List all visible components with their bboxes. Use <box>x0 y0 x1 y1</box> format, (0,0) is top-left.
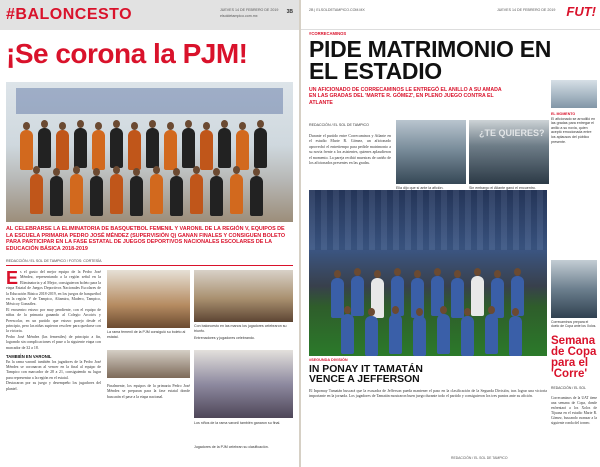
photo-caption: Ella dijo que sí ante la afición. <box>396 186 444 190</box>
paragraph: s el gusto del mejor equipo de la Pedro José Méndez, representando a la región señal en la Eliminatoria y al Mejor, consiguieron boleto para la etapa Estatal de Juegos Deportivos Nacionales Escolares de la Educación Básica 2018-2019, en los juegos de basquetbol en la región V de Tampico, Altamira, Madero, Tampico, Méxicoy González. <box>6 270 101 307</box>
photo-caption: Los niños de la rama varonil también ganaron su final. <box>194 421 281 425</box>
byline: REDACCIÓN / EL SOL <box>551 386 586 390</box>
paragraph: Pedro José Méndez (las femeniles) de principio a fin, logrando sin complicaciones el pase a la siguiente etapa con marcador de 32 a 18. <box>6 334 101 350</box>
player-figure <box>485 314 498 354</box>
section-title: #BALONCESTO <box>6 6 133 23</box>
page-number: 3B <box>286 9 293 15</box>
player-figure <box>413 316 426 356</box>
player-figure <box>236 130 249 170</box>
photo-caption: Correcaminos prepara el duelo de Copa ante los Xolos. <box>551 320 597 329</box>
team-photo-boys <box>194 350 293 418</box>
photo-caption: Con baloncesto en las manos los jugadores celebraron su triunfo. <box>194 324 287 333</box>
player-figure <box>230 174 243 214</box>
article-body: El Inpomay Tamatán buscará que la escuadra de Jefferson pueda mantener el paso en la clasificación de la Segunda División, tras lograr una victoria importante en la jornada. Los jugadores de Tamatán mostraron buen juego durante todo el partido y consiguieron los tres puntos ante su afición. <box>309 389 547 399</box>
player-figure <box>164 130 177 170</box>
player-figure <box>56 130 69 170</box>
player-figure <box>250 176 263 216</box>
banner-graphic <box>16 88 283 114</box>
team-photo-girls <box>107 270 190 328</box>
player-figure <box>90 176 103 216</box>
small-photo <box>107 350 190 378</box>
sidebar-text: El aficionado se arrodilló en las gradas para entregar el anillo a su novia, quien aceptó emocionada entre los aplausos del público presente. <box>551 116 596 144</box>
player-figure <box>190 174 203 214</box>
secondary-headline: IN PONAY IT TAMATÁN VENCE A JEFFERSON <box>309 364 423 385</box>
photo-caption: Sin embargo el Atlante ganó el encuentro. <box>469 186 536 190</box>
credit-line: REDACCIÓN / EL SOL DE TAMPICO / FOTOS: CORTESÍA <box>6 259 102 263</box>
sidebar-headline: Semana de Copa para el 'Corre' <box>551 335 597 380</box>
player-figure <box>20 130 33 170</box>
player-figure <box>437 314 450 354</box>
section-tag: #CORRECAMINOS <box>309 31 347 36</box>
footer-caption: Jugadores de la PJM celebran su clasificación. <box>194 445 269 449</box>
article-body <box>6 270 101 392</box>
player-figure <box>200 130 213 170</box>
player-figure <box>110 128 123 168</box>
article-body: Correcaminos de la UAT tiene una semana de Copa, donde enfrentará a los Xolos de Tijuana en el estadio Marte R. Gómez, buscando avanzar a la siguiente ronda del torneo. <box>551 396 597 425</box>
player-figure <box>130 176 143 216</box>
photo-caption: Entrenadores y jugadores celebrando. <box>194 336 255 340</box>
sidebar-tag: EL MOMENTO <box>551 112 576 116</box>
player-figure <box>365 316 378 356</box>
player-figure <box>50 176 63 216</box>
player-figure <box>461 316 474 356</box>
section-logo: FUT! <box>566 4 596 19</box>
byline: REDACCIÓN / EL SOL DE TAMPICO <box>309 123 369 127</box>
drop-cap: E <box>6 268 19 288</box>
player-figure <box>38 128 51 168</box>
section-header <box>301 0 600 30</box>
player-figure <box>30 174 43 214</box>
player-figure <box>110 174 123 214</box>
player-figure <box>389 314 402 354</box>
credit-line: REDACCIÓN / EL SOL DE TAMPICO <box>451 456 508 460</box>
sidebar <box>551 112 597 144</box>
article-body: Durante el partido entre Correcaminos y Atlante en el estadio Marte R. Gómez, un aficionado aprovechó el entretiempo para pedirle matrimonio a su novia frente a los asistentes, quienes aplaudieron el momento. La pareja recibió muestras de cariño de los aficionados presentes en las gradas. <box>309 134 391 166</box>
divider <box>6 265 293 266</box>
date-line: JUEVES 14 DE FEBRERO DE 2019 <box>220 8 279 12</box>
player-figure <box>150 174 163 214</box>
page-meta: 2B | ELSOLDETAMPICO.COM.MX <box>309 8 365 12</box>
article-body-continued: Finalmente, los equipos de la primaria Pedro José Méndez se preparan para la fase estatal donde buscarán el pase a la etapa nacional. <box>107 384 190 399</box>
player-figure <box>170 176 183 216</box>
main-headline: ¡Se corona la PJM! <box>6 38 248 69</box>
player-figure <box>146 128 159 168</box>
left-page <box>0 0 299 467</box>
main-headline: PIDE MATRIMONIO EN EL ESTADIO <box>309 36 552 84</box>
player-figure <box>331 278 344 318</box>
small-photo <box>551 260 597 318</box>
stadium-photo <box>469 120 549 184</box>
team-photo <box>309 190 547 356</box>
player-figure <box>254 128 267 168</box>
team-photo-coaches <box>194 270 293 322</box>
section-header <box>0 0 299 30</box>
player-figure <box>341 314 354 354</box>
date-line: JUEVES 14 DE FEBRERO DE 2019 <box>497 8 556 12</box>
player-figure <box>182 128 195 168</box>
right-page <box>301 0 600 467</box>
paragraph: Destacaron por su juego y desempeño los jugadores del plantel. <box>6 381 101 391</box>
player-figure <box>210 176 223 216</box>
small-photo <box>551 80 597 108</box>
player-figure <box>509 316 522 356</box>
subheading: TAMBIÉN EN VARONIL <box>6 354 52 360</box>
player-figure <box>74 128 87 168</box>
paragraph: El encuentro estuvo por muy pendiente, con el equipo de niñas de la primaria ganando al Colegio Arcoiris y Preescolar, en un partido que estuvo parejo desde el principio, pero las niñas supieron resolver para quedarse con la victoria. <box>6 307 101 334</box>
stadium-stands <box>309 190 547 250</box>
player-figure <box>351 276 364 316</box>
player-figure <box>128 130 141 170</box>
player-figure <box>70 174 83 214</box>
paragraph: En la rama varonil también los jugadores de la Pedro José Méndez se coronaron al vencer en la final al equipo de Tampico con marcador de 28 a 21, consiguiendo su lugar para representar a la región en el estatal. <box>6 359 101 380</box>
player-figure <box>218 128 231 168</box>
crowd-sign: ¿TE QUIERES? <box>479 128 545 138</box>
player-figure <box>471 276 484 316</box>
team-photo <box>6 82 293 222</box>
deck: UN AFICIONADO DE CORRECAMINOS LE ENTREGÓ EL ANILLO A SU AMADA EN LAS GRADAS DEL 'MARTE R. GÓMEZ', EN PLENO JUEGO CONTRA EL ATLANTE <box>309 87 502 106</box>
section-tag: #SEGUNDA DIVISIÓN <box>309 358 348 362</box>
player-figure <box>451 278 464 318</box>
player-figure <box>92 130 105 170</box>
site-line: elsoldetampico.com.mx <box>220 14 258 18</box>
proposal-photo <box>396 120 466 184</box>
photo-caption: AL CELEBRARSE LA ELIMINATORIA DE BASQUETBOL FEMENIL Y VARONIL DE LA REGIÓN V, EQUIPOS DE LA ESCUELA PRIMARIA PEDRO JOSÉ MÉNDEZ (SUPERVISIÓN Q) GANAN FINALES Y CONSIGUEN BOLETO PARA PARTICIPAR EN LA FASE ESTATAL DE JUEGOS DEPORTIVOS NACIONALES ESCOLARES DE LA EDUCACIÓN BÁSICA 2018-2019 <box>6 226 286 252</box>
photo-caption: La rama femenil de la PJM consiguió su boleto al estatal. <box>107 330 186 339</box>
